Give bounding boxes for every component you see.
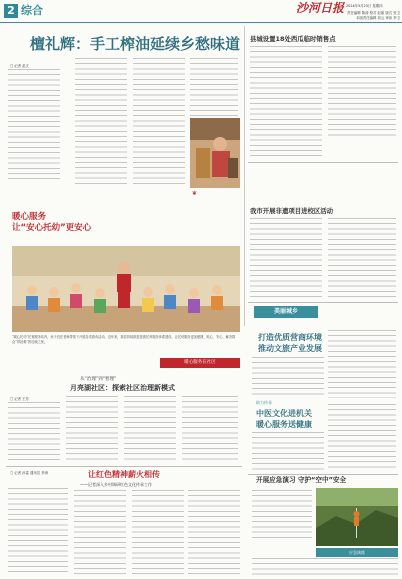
seed-body-col1 xyxy=(8,488,68,576)
kids-photo xyxy=(12,246,240,332)
edition-meta-2: 本版责任编辑 刘云 审读 李卫 xyxy=(356,15,400,20)
community-body-col3 xyxy=(124,396,176,462)
lead-byline: □ 记者 赵文 xyxy=(10,64,29,68)
right1-divider xyxy=(248,162,398,163)
safety-body xyxy=(252,490,312,542)
medicine-title-line1: 中医文化进机关 xyxy=(256,408,312,418)
seed-subheadline: ——记者深入乡村调研红色文化传承工作 xyxy=(80,482,152,487)
rescue-photo xyxy=(316,488,398,546)
brand-title-line1: 打造优质营商环境 xyxy=(258,332,322,342)
feature-photo-caption: “暖心托幼”托育服务站内，孩子们在老师带领下开展各类游戏活动。近年来，我县持续推进普惠托育服务体系建设，让托幼服务更加便捷、贴心、安心，解决群众“带娃难”的后顾之忧。 xyxy=(12,335,236,344)
lead-photo xyxy=(190,118,240,188)
community-headline: 月亮湖社区：探索社区治理新模式 xyxy=(70,384,175,392)
brand-body-col1 xyxy=(252,357,324,397)
right1-headline: 县城设置18处西瓜临时销售点 xyxy=(250,35,336,43)
seed-headline: 让红色精神薪火相传 xyxy=(88,470,160,479)
right1-body-col1 xyxy=(250,46,322,156)
seed-body-col3 xyxy=(132,490,184,576)
community-kicker: 从“治理”到“智理” xyxy=(80,377,117,382)
right2-body-col2 xyxy=(328,218,396,298)
medicine-divider xyxy=(248,474,398,475)
brand-logo: 美丽城乡 xyxy=(254,306,318,318)
feature-title-line2: 让“安心托幼”更安心 xyxy=(12,223,92,233)
right1-body-col2 xyxy=(328,46,396,136)
safety-photo-label: 应急演练 xyxy=(316,548,398,557)
right2-headline: 我市开展非遗项目进校区活动 xyxy=(250,207,334,215)
brand-body-col2 xyxy=(328,330,396,398)
community-byline: □ 记者 王芳 xyxy=(10,397,29,401)
brand-title-line2: 推动文旅产业发展 xyxy=(258,343,322,353)
lead-body-col1 xyxy=(8,69,60,179)
lead-headline: 檀礼辉：手工榨油延续乡愁味道 xyxy=(30,35,241,53)
right2-body-col1 xyxy=(250,218,322,298)
column-divider xyxy=(244,26,245,326)
edition-meta: 责任编辑 陈涛 校对 赵丽 版式 张卫 xyxy=(347,11,400,15)
seed-body-col2 xyxy=(74,490,126,576)
right2-divider xyxy=(248,302,398,303)
issue-date: 2024年5月23日 星期四 xyxy=(346,4,383,8)
safety-headline: 开展应急演习 守护“空中”安全 xyxy=(256,476,347,484)
masthead-logo: 沙河日报 xyxy=(296,1,345,15)
medicine-body-col2 xyxy=(328,404,396,470)
safety-caption-lines xyxy=(252,558,398,576)
community-body-col2 xyxy=(66,396,118,462)
medicine-kicker: 助力传承 xyxy=(256,400,272,405)
feature-logo: 暖心服务在社区 xyxy=(160,358,240,368)
lead-photo-stamp: ❦ xyxy=(192,190,198,197)
medicine-body-col1 xyxy=(252,432,324,470)
feature-title-line1: 暖心服务 xyxy=(12,212,47,222)
community-divider xyxy=(6,466,242,467)
medicine-title-line2: 暖心服务送健康 xyxy=(256,419,312,429)
community-body-col4 xyxy=(182,396,238,462)
community-body-col1 xyxy=(8,402,60,462)
section-number: 2 xyxy=(4,4,18,18)
section-name: 综合 xyxy=(21,4,43,17)
seed-body-col4 xyxy=(188,490,240,576)
lead-body-col3 xyxy=(133,58,185,188)
lead-body-col2 xyxy=(75,58,127,188)
bottom-left-byline: □ 记者 孙雷 通讯员 李涛 xyxy=(10,471,49,475)
